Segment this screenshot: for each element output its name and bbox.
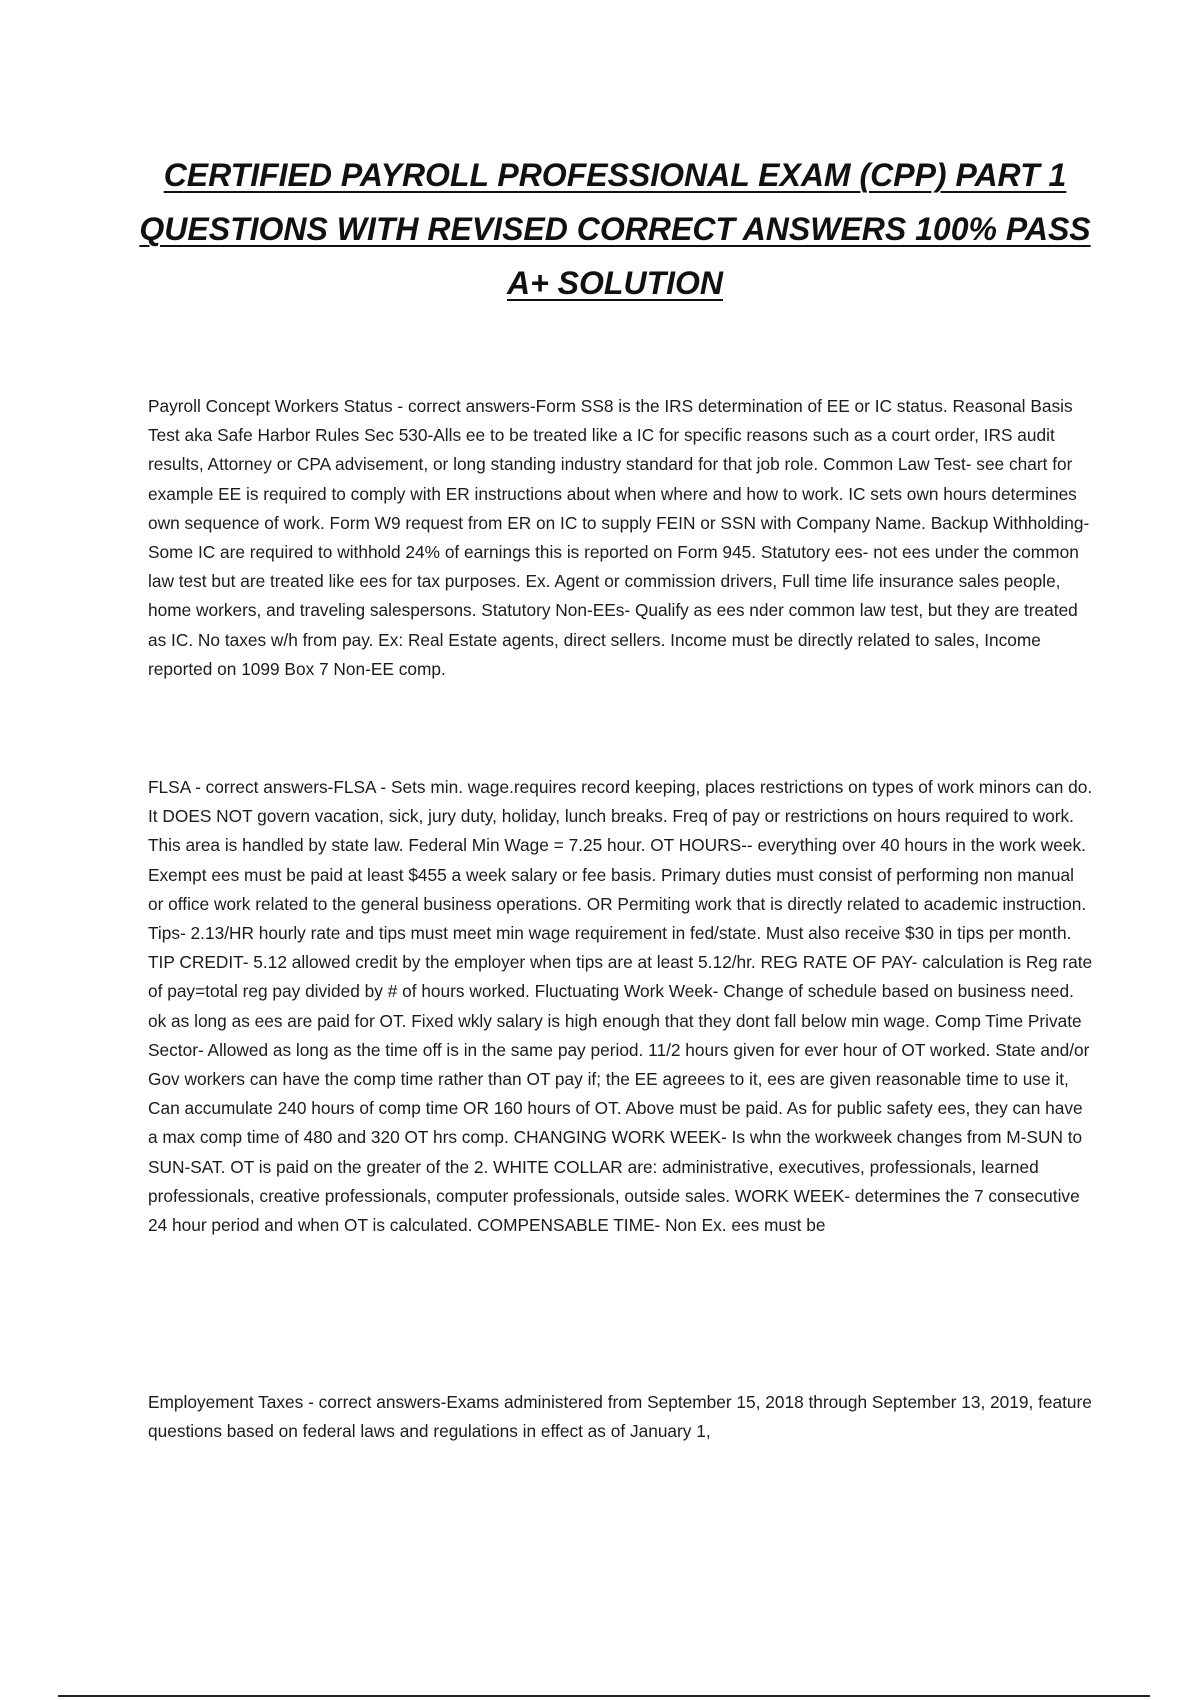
document-title: CERTIFIED PAYROLL PROFESSIONAL EXAM (CPP) PART 1 QUESTIONS WITH REVISED CORRECT ANSWERS 100% PASS A+ SOLUTION bbox=[139, 157, 1091, 301]
paragraph-employment-taxes: Employement Taxes - correct answers-Exams administered from September 15, 2018 through September 13, 2019, feature questions based on federal laws and regulations in effect as of January 1, bbox=[148, 1392, 1092, 1442]
footer-divider bbox=[58, 1695, 1150, 1697]
paragraph-workers-status: Payroll Concept Workers Status - correct answers-Form SS8 is the IRS determination of EE or IC status. Reasonal Basis Test aka Safe Harbor Rules Sec 530-Alls ee to be treated like a IC for specific reasons such as a court order, IRS audit results, Attorney or CPA advisement, or long standing industry standard for that job role. Common Law Test- see chart for example EE is required to comply with ER instructions about when where and how to work. IC sets own hours determines own sequence of work. Form W9 request from ER on IC to supply FEIN or SSN with Company Name. Backup Withholding- Some IC are required to withhold 24% of earnings this is reported on Form 945. Statutory ees- not ees under the common law test but are treated like ees for tax purposes. Ex. Agent or commission drivers, Full time life insurance sales people, home workers, and traveling salespersons. Statutory Non-EEs- Qualify as ees nder common law test, but they are treated as IC. No taxes w/h from pay. Ex: Real Estate agents, direct sellers. Income must be directly related to sales, Income reported on 1099 Box 7 Non-EE comp. bbox=[148, 396, 1090, 679]
paragraph-flsa: FLSA - correct answers-FLSA - Sets min. wage.requires record keeping, places restrictions on types of work minors can do. It DOES NOT govern vacation, sick, jury duty, holiday, lunch breaks. Freq of pay or restrictions on hours required to work. This area is handled by state law. Federal Min Wage = 7.25 hour. OT HOURS-- everything over 40 hours in the work week. Exempt ees must be paid at least $455 a week salary or fee basis. Primary duties must consist of performing non manual or office work related to the general business operations. OR Permiting work that is directly related to academic instruction. Tips- 2.13/HR hourly rate and tips must meet min wage requirement in fed/state. Must also receive $30 in tips per month. TIP CREDIT- 5.12 allowed credit by the employer when tips are at least 5.12/hr. REG RATE OF PAY- calculation is Reg rate of pay=total reg pay divided by # of hours worked. Fluctuating Work Week- Change of schedule based on business need. ok as long as ees are paid for OT. Fixed wkly salary is high enough that they dont fall below min wage. Comp Time Private Sector- Allowed as long as the time off is in the same pay period. 11/2 hours given for ever hour of OT worked. State and/or Gov workers can have the comp time rather than OT pay if; the EE agreees to it, ees are given reasonable time to use it, Can accumulate 240 hours of comp time OR 160 hours of OT. Above must be paid. As for public safety ees, they can have a max comp time of 480 and 320 OT hrs comp. CHANGING WORK WEEK- Is whn the workweek changes from M-SUN to SUN-SAT. OT is paid on the greater of the 2. WHITE COLLAR are: administrative, executives, professionals, learned professionals, creative professionals, computer professionals, outside sales. WORK WEEK- determines the 7 consecutive 24 hour period and when OT is calculated. COMPENSABLE TIME- Non Ex. ees must be bbox=[148, 777, 1093, 1236]
